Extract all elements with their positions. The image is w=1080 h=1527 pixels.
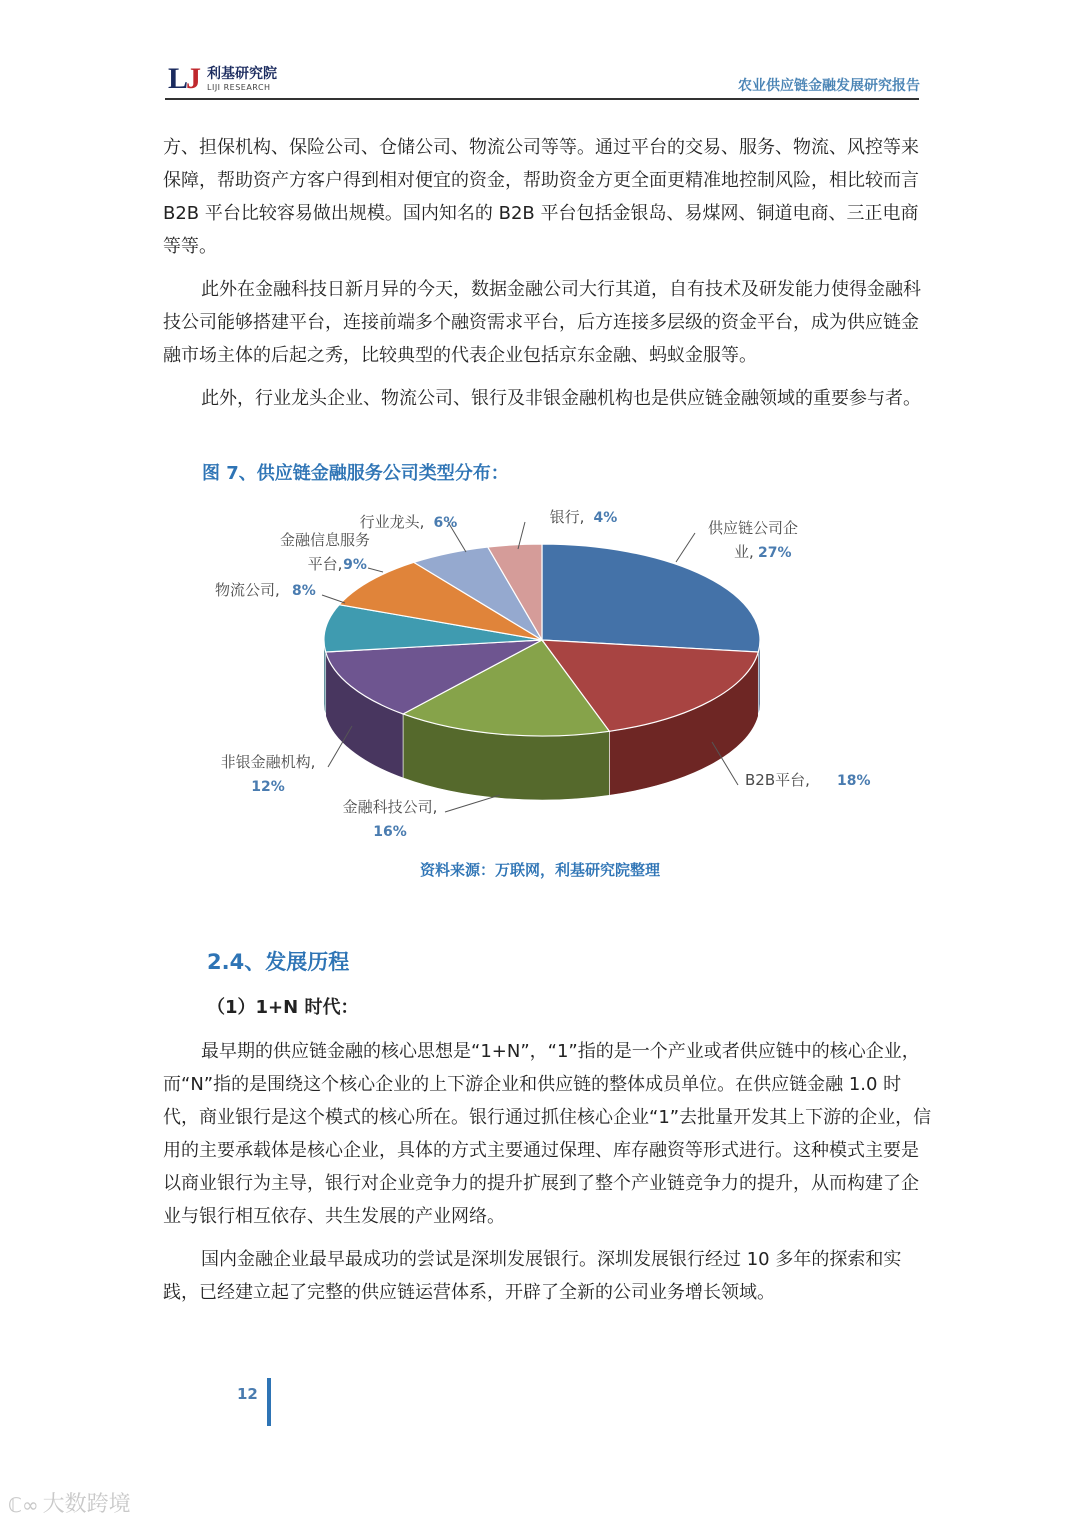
logo-mark: LJ [168,62,200,95]
slice-label-2: 金融科技公司, [342,798,438,816]
slice-pct-4: 8% [292,583,316,599]
sub-heading: （1）1+N 时代： [207,997,359,1018]
paragraph: 最早期的供应链金融的核心思想是“1+N”，“1”指的是一个产业或者供应链中的核心企业，而“N”指的是围绕这个核心企业的上下游企业和供应链的整体成员单位。在供应链金融 1.0 时代，商业银行是这个模式的核心所在。银行通过抓住核心企业“1”去批量开发其上下游的企业，信用的主要承载体是核心企业，具体的方式主要通过保理、库存融资等形式进行。这种模式主要是以商业银行为主导，银行对企业竞争力的提升扩展到了整个产业链竞争力的提升，从而构建了企业与银行相互依存、共生发展的产业网络。 [163,1041,932,1227]
logo-name-cn: 利基研究院 [207,66,277,82]
slice-label-line2-5: 平台, [307,555,343,573]
slice-label-0: 供应链公司企 [708,519,799,537]
page-number-bar [267,1378,271,1426]
watermark-logo-icon: ℂ∞ [8,1493,39,1517]
slice-label-line2-0: 业, [734,543,754,561]
section-heading: 2.4、发展历程 [207,950,350,974]
slice-pct-5: 9% [343,557,367,573]
watermark [8,1490,131,1520]
slice-pct-0: 27% [758,545,792,561]
slice-pct-2: 16% [373,824,407,840]
slice-label-6: 行业龙头, [359,513,425,531]
leader-line-5 [368,568,383,572]
paragraph: 国内金融企业最早最成功的尝试是深圳发展银行。深圳发展银行经过 10 多年的探索和实践，已经建立起了完整的供应链运营体系，开辟了全新的公司业务增长领域。 [163,1249,902,1303]
leader-line-2 [445,795,500,812]
watermark-text: 大数跨境 [42,1492,131,1517]
slice-label-4: 物流公司, [215,581,280,599]
paragraph: 此外在金融科技日新月异的今天，数据金融公司大行其道，自有技术及研发能力使得金融科技公司能够搭建平台，连接前端多个融资需求平台，后方连接多层级的资金平台，成为供应链金融市场主体的后起之秀，比较典型的代表企业包括京东金融、蚂蚁金服等。 [163,279,921,366]
slice-label-3: 非银金融机构, [220,753,316,771]
slice-label-1: B2B平台, [745,771,810,789]
slice-pct-6: 6% [433,515,458,531]
pie-slice-0 [542,544,760,652]
slice-pct-7: 4% [593,510,618,526]
report-title: 农业供应链金融发展研究报告 [738,78,920,94]
slice-pct-3: 12% [251,779,285,795]
figure-title: 图 7、供应链金融服务公司类型分布： [202,463,509,484]
slice-label-5: 金融信息服务 [279,531,371,549]
logo-name-en: LIJI RESEARCH [207,83,271,92]
paragraph: 方、担保机构、保险公司、仓储公司、物流公司等等。通过平台的交易、服务、物流、风控等来保障，帮助资产方客户得到相对便宜的资金，帮助资金方更全面更精准地控制风险，相比较而言 B2B 平台比较容易做出规模。国内知名的 B2B 平台包括金银岛、易煤网、铜道电商、三正电商等等。 [163,137,919,257]
page-number: 12 [237,1385,258,1403]
slice-pct-1: 18% [837,773,871,789]
body-text-section [163,1035,933,1309]
slice-label-7: 银行, [549,508,585,526]
leader-line-0 [676,533,695,562]
leader-line-4 [322,595,345,603]
figure-source: 资料来源：万联网，利基研究院整理 [419,861,660,879]
paragraph: 此外，行业龙头企业、物流公司、银行及非银金融机构也是供应链金融领域的重要参与者。 [201,388,921,409]
